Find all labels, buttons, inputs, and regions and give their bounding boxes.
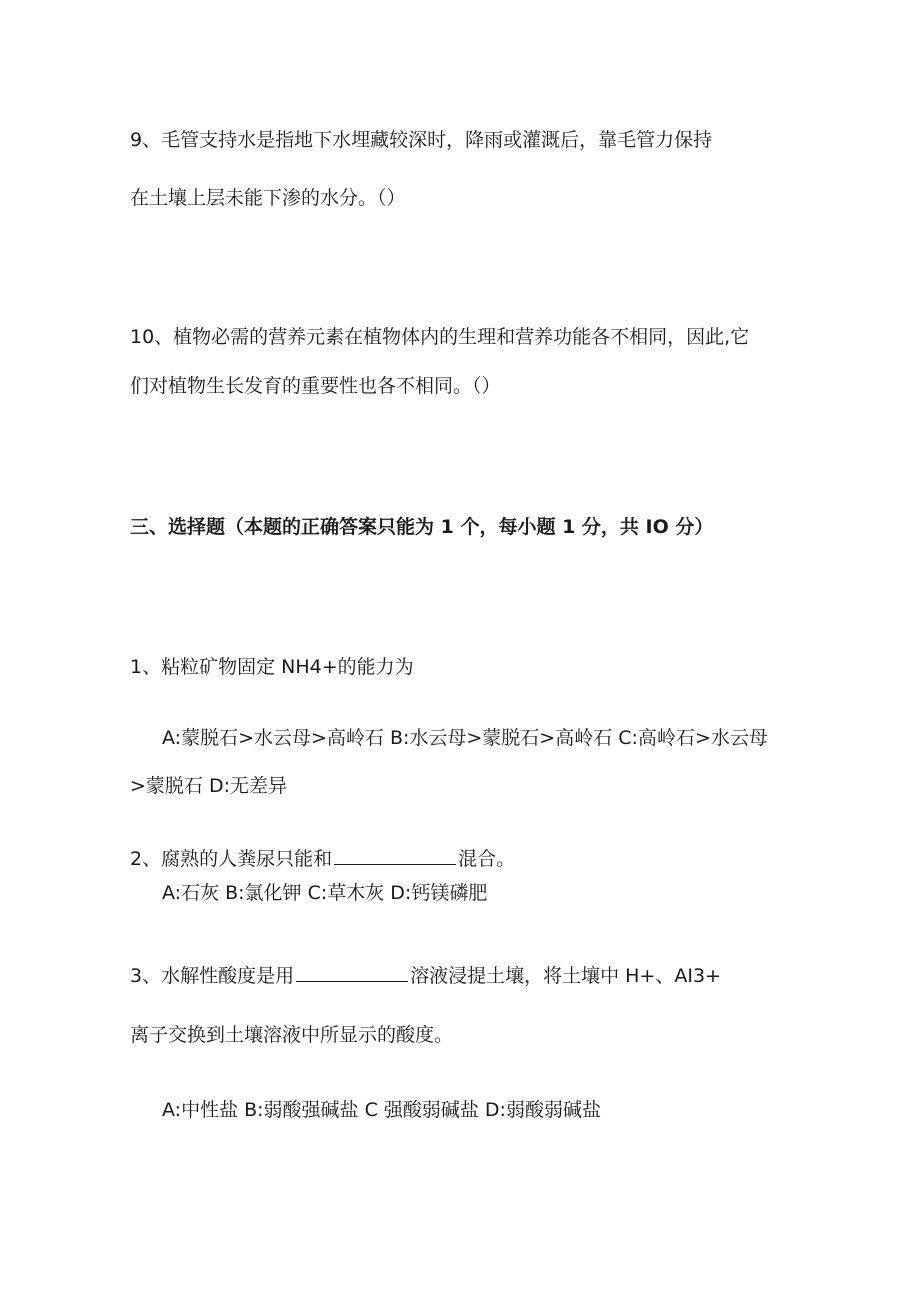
choice-3-stem-line2: 离子交换到土壤溶液中所显示的酸度。	[130, 1024, 454, 1046]
choice-2-stem-before: 2、腐熟的人粪尿只能和	[130, 848, 333, 870]
choice-2-stem	[130, 844, 515, 872]
answer-blank	[296, 961, 408, 982]
choice-1-stem: 1、粘粒矿物固定 NH4+的能力为	[130, 656, 414, 678]
choice-3-options: A:中性盐 B:弱酸强碱盐 C 强酸弱碱盐 D:弱酸弱碱盐	[162, 1099, 601, 1121]
q9-text-line2: 在土壤上层未能下渗的水分。（）	[130, 187, 406, 209]
answer-blank	[334, 844, 456, 865]
choice-1-options-line2: >蒙脱石 D:无差异	[130, 775, 287, 797]
choice-2-options: A:石灰 B:氯化钾 C:草木灰 D:钙镁磷肥	[162, 882, 488, 904]
q10-text-line1: 10、植物必需的营养元素在植物体内的生理和营养功能各不相同，因此,它	[130, 326, 750, 348]
choice-3-stem-after: 溶液浸提土壤，将土壤中 H+、AI3+	[410, 965, 721, 987]
section-heading: 三、选择题（本题的正确答案只能为 1 个，每小题 1 分，共 IO 分）	[130, 516, 714, 538]
choice-3-stem	[130, 961, 721, 989]
choice-3-stem-before: 3、水解性酸度是用	[130, 965, 295, 987]
q9-text-line1: 9、毛管支持水是指地下水埋藏较深时，降雨或灌溉后，靠毛管力保持	[130, 129, 713, 151]
choice-1-options-line1: A:蒙脱石>水云母>高岭石 B:水云母>蒙脱石>高岭石 C:高岭石>水云母	[162, 727, 768, 749]
q10-text-line2: 们对植物生长发育的重要性也各不相同。（）	[130, 375, 501, 397]
choice-2-stem-after: 混合。	[458, 848, 516, 870]
